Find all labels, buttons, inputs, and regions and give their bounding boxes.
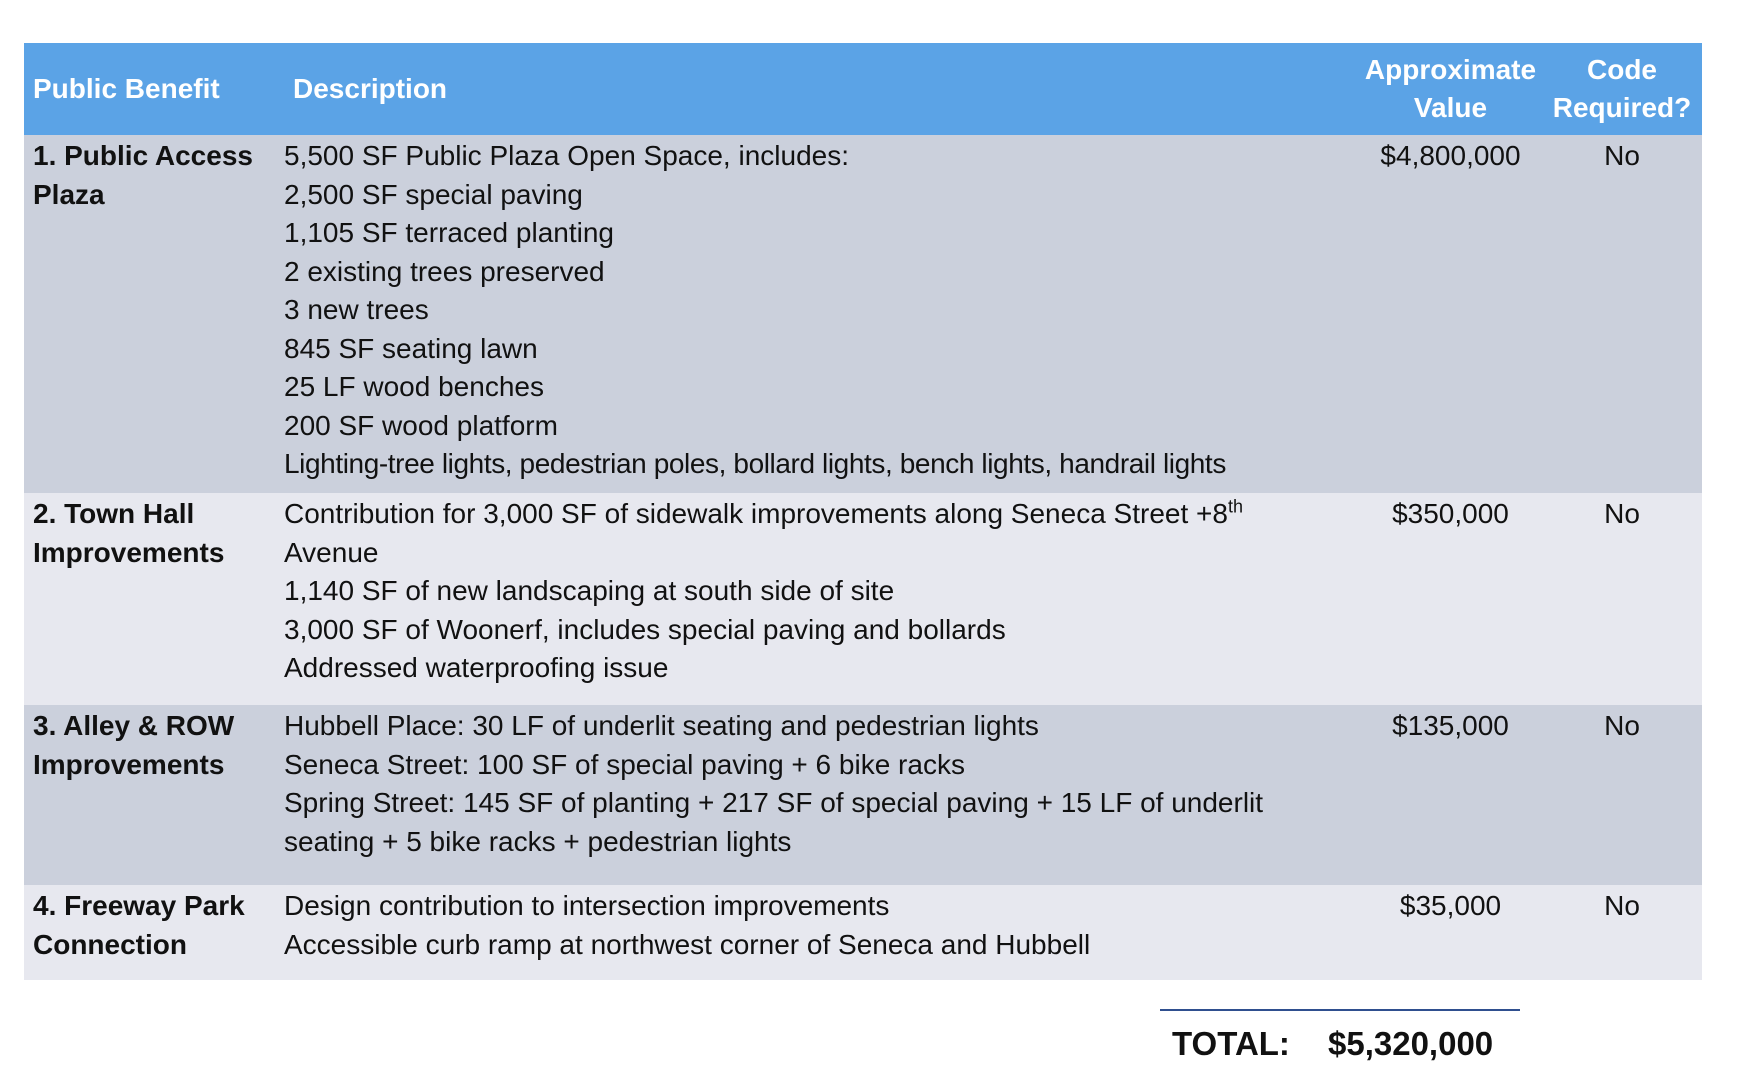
description-text: Contribution for 3,000 SF of sidewalk improvements along Seneca Street +8 [284, 498, 1228, 529]
benefit-line: Connection [33, 928, 187, 960]
description-cell [284, 705, 1359, 885]
header-value-line-1: Approximate [1364, 54, 1537, 85]
benefit-line: 4. Freeway Park [33, 890, 245, 921]
description-line: Design contribution to intersection improvements [284, 890, 890, 921]
value-cell: $4,800,000 [1380, 140, 1521, 171]
benefit-line: 1. Public Access [33, 140, 253, 171]
value-cell: $350,000 [1392, 498, 1509, 529]
header-public-benefit: Public Benefit [33, 73, 220, 104]
value-cell: $135,000 [1392, 710, 1509, 741]
description-line: 200 SF wood platform [284, 409, 558, 441]
header-code-line-1: Code [1587, 54, 1657, 85]
benefit-cell [24, 705, 284, 885]
benefit-line: 3. Alley & ROW [33, 710, 235, 741]
benefit-cell [24, 493, 284, 705]
benefit-cell [24, 885, 284, 980]
description-line: Hubbell Place: 30 LF of underlit seating and pedestrian lights [284, 710, 1039, 741]
header-code-required [1542, 43, 1702, 135]
description-line: Accessible curb ramp at northwest corner of Seneca and Hubbell [284, 928, 1091, 960]
code-required-cell: No [1604, 890, 1640, 921]
total-value: $5,320,000 [1328, 1025, 1494, 1062]
description-cell [284, 493, 1359, 705]
description-cell [284, 135, 1359, 493]
description-cell [284, 885, 1359, 980]
description-line: Lighting-tree lights, pedestrian poles, bollard lights, bench lights, handrail lights [284, 448, 1226, 479]
code-required-cell: No [1604, 710, 1640, 741]
description-line: 2 existing trees preserved [284, 255, 605, 287]
description-line: seating + 5 bike racks + pedestrian lights [284, 825, 792, 857]
table-row [24, 493, 1702, 705]
table-header-row [24, 43, 1702, 135]
description-line: Seneca Street: 100 SF of special paving + 6 bike racks [284, 748, 965, 780]
table-row [24, 705, 1702, 885]
description-line: Addressed waterproofing issue [284, 652, 669, 683]
ordinal-suffix: th [1227, 496, 1243, 517]
total-divider [1160, 1009, 1520, 1011]
value-cell: $35,000 [1399, 890, 1502, 921]
public-benefits-table [24, 43, 1702, 980]
table-row [24, 135, 1702, 493]
benefit-line: 2. Town Hall [33, 498, 195, 529]
description-line: 2,500 SF special paving [284, 178, 583, 210]
description-line: 1,140 SF of new landscaping at south side of site [284, 575, 895, 606]
header-approximate-value [1359, 43, 1542, 135]
header-code-line-2: Required? [1552, 92, 1692, 123]
benefit-line: Improvements [33, 536, 225, 568]
description-line: 1,105 SF terraced planting [284, 217, 614, 248]
description-line: 25 LF wood benches [284, 371, 544, 402]
benefit-line: Plaza [33, 178, 105, 210]
header-value-line-2: Value [1413, 92, 1488, 123]
description-line: Spring Street: 145 SF of planting + 217 SF of special paving + 15 LF of underlit [284, 787, 1264, 818]
header-description: Description [293, 73, 448, 104]
table-row [24, 885, 1702, 980]
description-line [284, 495, 1359, 534]
code-required-cell: No [1604, 498, 1640, 529]
benefit-cell [24, 135, 284, 493]
benefit-line: Improvements [33, 748, 225, 780]
description-line: 3 new trees [284, 294, 429, 325]
description-line: 845 SF seating lawn [284, 332, 538, 364]
code-required-cell: No [1604, 140, 1640, 171]
description-line: 5,500 SF Public Plaza Open Space, includes: [284, 140, 850, 171]
description-line: 3,000 SF of Woonerf, includes special paving and bollards [284, 613, 1006, 645]
description-line: Avenue [284, 536, 379, 568]
total-label: TOTAL: [1172, 1025, 1290, 1062]
